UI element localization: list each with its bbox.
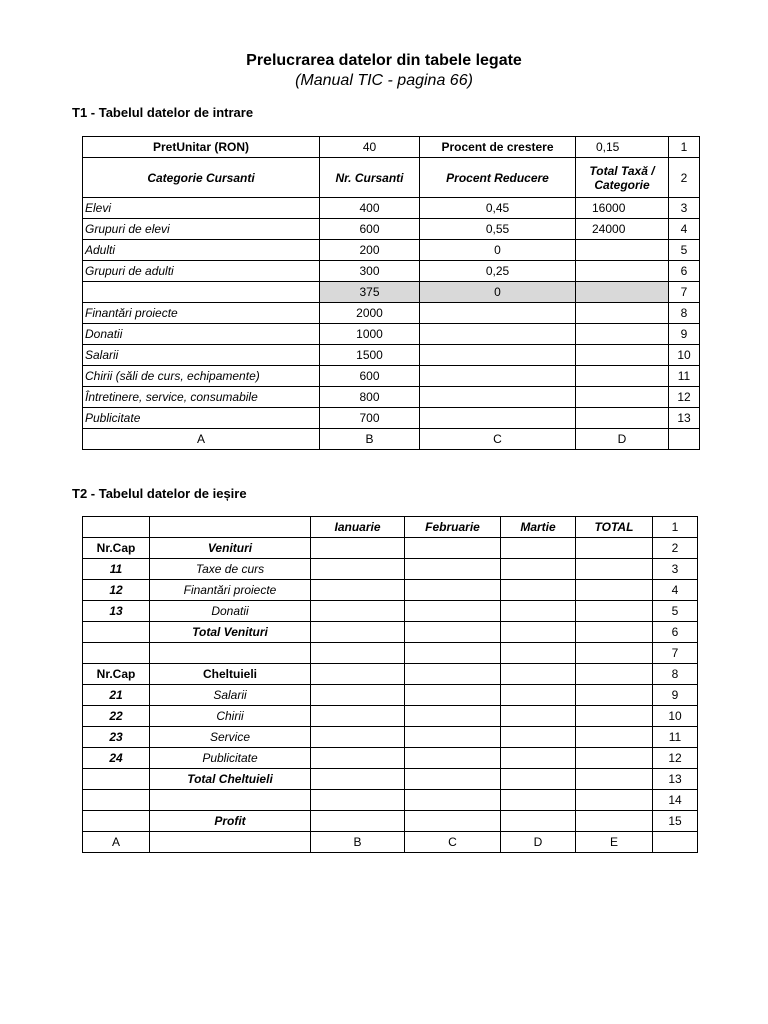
table-row xyxy=(83,282,700,303)
cell-label[interactable]: Donatii xyxy=(150,601,311,622)
cell-februarie[interactable] xyxy=(405,664,501,685)
cell-februarie[interactable] xyxy=(405,811,501,832)
table-row xyxy=(83,538,698,559)
column-header-ianuarie[interactable]: Ianuarie xyxy=(311,517,405,538)
cell-section-label[interactable]: Venituri xyxy=(150,538,311,559)
cell-total[interactable] xyxy=(576,706,653,727)
cell-categorie[interactable]: Salarii xyxy=(83,345,320,366)
column-letter-a: A xyxy=(83,832,150,853)
t1-heading: T1 - Tabelul datelor de intrare xyxy=(72,105,254,120)
row-number: 6 xyxy=(669,261,700,282)
cell-procent-reducere[interactable]: 0,45 xyxy=(420,198,576,219)
row-number: 3 xyxy=(669,198,700,219)
cell-total-taxa[interactable]: 24000 xyxy=(576,219,669,240)
row-number: 2 xyxy=(669,158,700,198)
row-number: 7 xyxy=(669,282,700,303)
cell-procent-reducere[interactable]: 0,25 xyxy=(420,261,576,282)
table-row xyxy=(83,324,700,345)
cell-nr-cursanti[interactable]: 200 xyxy=(320,240,420,261)
table-row xyxy=(83,622,698,643)
cell-martie[interactable] xyxy=(501,748,576,769)
column-header-procent-reducere[interactable]: Procent Reducere xyxy=(420,158,576,198)
column-header-total[interactable]: TOTAL xyxy=(576,517,653,538)
row-number: 1 xyxy=(669,137,700,158)
cell-nr-cap[interactable]: 13 xyxy=(83,601,150,622)
table-row xyxy=(83,811,698,832)
table-row xyxy=(83,240,700,261)
column-header-categorie[interactable]: Categorie Cursanti xyxy=(83,158,320,198)
table-row xyxy=(83,727,698,748)
row-number: 5 xyxy=(653,601,698,622)
cell-total-taxa[interactable] xyxy=(576,240,669,261)
cell-februarie[interactable] xyxy=(405,790,501,811)
cell-label[interactable]: Taxe de curs xyxy=(150,559,311,580)
cell-februarie[interactable] xyxy=(405,706,501,727)
cell-total[interactable] xyxy=(576,727,653,748)
table-row xyxy=(83,158,700,198)
cell-label[interactable]: Salarii xyxy=(150,685,311,706)
cell-nr-cursanti[interactable]: 600 xyxy=(320,219,420,240)
cell-procent-reducere[interactable]: 0 xyxy=(420,240,576,261)
cell-martie[interactable] xyxy=(501,559,576,580)
cell-label[interactable]: Service xyxy=(150,727,311,748)
row-number: 4 xyxy=(669,219,700,240)
cell-label[interactable]: Chirii xyxy=(150,706,311,727)
cell-total[interactable] xyxy=(576,769,653,790)
cell-procent-reducere[interactable] xyxy=(420,345,576,366)
cell-ianuarie[interactable] xyxy=(311,811,405,832)
column-header-total-taxa[interactable]: Total Taxă / Categorie xyxy=(576,158,669,198)
cell-nr-cap[interactable]: Nr.Cap xyxy=(83,664,150,685)
cell-nr-cursanti[interactable]: 800 xyxy=(320,387,420,408)
cell-nr-cap[interactable]: Nr.Cap xyxy=(83,538,150,559)
table-row xyxy=(83,664,698,685)
cell-ianuarie[interactable] xyxy=(311,748,405,769)
cell-februarie[interactable] xyxy=(405,643,501,664)
cell-martie[interactable] xyxy=(501,580,576,601)
cell-februarie[interactable] xyxy=(405,601,501,622)
cell-total-taxa[interactable] xyxy=(576,387,669,408)
cell-total-label[interactable]: Total Cheltuieli xyxy=(150,769,311,790)
table-row xyxy=(83,559,698,580)
cell-nr-cap[interactable]: 11 xyxy=(83,559,150,580)
table-row xyxy=(83,387,700,408)
column-letter-blank xyxy=(150,832,311,853)
cell-total-taxa[interactable] xyxy=(576,345,669,366)
cell-procent-label[interactable]: Procent de crestere xyxy=(420,137,576,158)
cell-martie[interactable] xyxy=(501,664,576,685)
cell-nr-cap[interactable]: 22 xyxy=(83,706,150,727)
cell-procent-reducere[interactable]: 0,55 xyxy=(420,219,576,240)
cell-februarie[interactable] xyxy=(405,538,501,559)
row-number: 3 xyxy=(653,559,698,580)
cell-total-taxa[interactable] xyxy=(576,303,669,324)
cell-martie[interactable] xyxy=(501,643,576,664)
cell-pret-value[interactable]: 40 xyxy=(320,137,420,158)
cell-nr-cap[interactable] xyxy=(83,622,150,643)
cell-nr-cap[interactable]: 23 xyxy=(83,727,150,748)
row-number: 6 xyxy=(653,622,698,643)
cell-martie[interactable] xyxy=(501,769,576,790)
table-row xyxy=(83,517,698,538)
cell-martie[interactable] xyxy=(501,685,576,706)
column-letter-b: B xyxy=(311,832,405,853)
table-row xyxy=(83,303,700,324)
row-number: 13 xyxy=(653,769,698,790)
cell-categorie[interactable]: Grupuri de elevi xyxy=(83,219,320,240)
cell-februarie[interactable] xyxy=(405,685,501,706)
cell-total[interactable] xyxy=(576,559,653,580)
row-number: 13 xyxy=(669,408,700,429)
cell-categorie[interactable]: Adulti xyxy=(83,240,320,261)
row-number: 8 xyxy=(653,664,698,685)
cell-categorie[interactable]: Chirii (săli de curs, echipamente) xyxy=(83,366,320,387)
cell-nr-cursanti[interactable]: 375 xyxy=(320,282,420,303)
row-number: 14 xyxy=(653,790,698,811)
page-title: Prelucrarea datelor din tabele legate xyxy=(246,52,522,69)
cell-nr-cursanti[interactable]: 600 xyxy=(320,366,420,387)
cell-procent-reducere[interactable] xyxy=(420,303,576,324)
table-row xyxy=(83,601,698,622)
cell-categorie[interactable]: Donatii xyxy=(83,324,320,345)
cell-nr-cursanti[interactable]: 1000 xyxy=(320,324,420,345)
column-letter-e: E xyxy=(576,832,653,853)
cell-ianuarie[interactable] xyxy=(311,727,405,748)
table-row xyxy=(83,832,698,853)
column-header-februarie[interactable]: Februarie xyxy=(405,517,501,538)
cell-procent-reducere[interactable] xyxy=(420,408,576,429)
table-row xyxy=(83,198,700,219)
t2-heading: T2 - Tabelul datelor de ieșire xyxy=(72,486,247,501)
cell-pret-label[interactable]: PretUnitar (RON) xyxy=(83,137,320,158)
row-number: 12 xyxy=(669,387,700,408)
cell-nr-cap[interactable] xyxy=(83,643,150,664)
cell-total-taxa[interactable] xyxy=(576,366,669,387)
t2-output-table xyxy=(82,516,698,853)
cell-nr-cap[interactable]: 24 xyxy=(83,748,150,769)
cell-nr-cap[interactable] xyxy=(83,769,150,790)
cell-label[interactable]: Publicitate xyxy=(150,748,311,769)
row-number: 9 xyxy=(669,324,700,345)
cell-total[interactable] xyxy=(576,790,653,811)
table-row xyxy=(83,366,700,387)
row-number: 4 xyxy=(653,580,698,601)
row-number: 11 xyxy=(669,366,700,387)
cell-februarie[interactable] xyxy=(405,559,501,580)
cell-ianuarie[interactable] xyxy=(311,622,405,643)
cell-ianuarie[interactable] xyxy=(311,769,405,790)
row-number: 9 xyxy=(653,685,698,706)
cell-nr-cursanti[interactable]: 300 xyxy=(320,261,420,282)
cell-februarie[interactable] xyxy=(405,769,501,790)
cell-ianuarie[interactable] xyxy=(311,580,405,601)
cell-categorie[interactable]: Publicitate xyxy=(83,408,320,429)
column-letter-d: D xyxy=(501,832,576,853)
column-header-nr-cursanti[interactable]: Nr. Cursanti xyxy=(320,158,420,198)
t1-input-table xyxy=(82,136,700,450)
cell-total[interactable] xyxy=(576,622,653,643)
cell-nr-cursanti[interactable]: 700 xyxy=(320,408,420,429)
cell-section-label[interactable]: Cheltuieli xyxy=(150,664,311,685)
cell-ianuarie[interactable] xyxy=(311,706,405,727)
table-row xyxy=(83,137,700,158)
cell-ianuarie[interactable] xyxy=(311,790,405,811)
row-number xyxy=(669,429,700,450)
table-row xyxy=(83,643,698,664)
cell-martie[interactable] xyxy=(501,622,576,643)
row-number xyxy=(653,832,698,853)
column-letter-c: C xyxy=(405,832,501,853)
column-letter-c: C xyxy=(420,429,576,450)
cell-ianuarie[interactable] xyxy=(311,685,405,706)
cell-martie[interactable] xyxy=(501,811,576,832)
cell-martie[interactable] xyxy=(501,538,576,559)
cell-categorie[interactable]: Elevi xyxy=(83,198,320,219)
table-row xyxy=(83,769,698,790)
cell-nr-cursanti[interactable]: 2000 xyxy=(320,303,420,324)
row-number: 12 xyxy=(653,748,698,769)
row-number: 5 xyxy=(669,240,700,261)
column-header-martie[interactable]: Martie xyxy=(501,517,576,538)
row-number: 10 xyxy=(669,345,700,366)
table-row xyxy=(83,580,698,601)
cell-label[interactable] xyxy=(150,643,311,664)
cell-procent-reducere[interactable] xyxy=(420,387,576,408)
page-subtitle: (Manual TIC - pagina 66) xyxy=(295,72,473,89)
cell-februarie[interactable] xyxy=(405,580,501,601)
cell-total-taxa[interactable] xyxy=(576,261,669,282)
table-row xyxy=(83,261,700,282)
table-row xyxy=(83,219,700,240)
cell-ianuarie[interactable] xyxy=(311,538,405,559)
row-number: 8 xyxy=(669,303,700,324)
table-row xyxy=(83,748,698,769)
cell-ianuarie[interactable] xyxy=(311,664,405,685)
cell-ianuarie[interactable] xyxy=(311,601,405,622)
cell-martie[interactable] xyxy=(501,601,576,622)
cell-total[interactable] xyxy=(576,643,653,664)
column-letter-a: A xyxy=(83,429,320,450)
table-row xyxy=(83,429,700,450)
cell-nr-cursanti[interactable]: 400 xyxy=(320,198,420,219)
column-letter-d: D xyxy=(576,429,669,450)
cell-ianuarie[interactable] xyxy=(311,643,405,664)
cell-total[interactable] xyxy=(576,580,653,601)
row-number: 2 xyxy=(653,538,698,559)
cell-b[interactable] xyxy=(150,517,311,538)
table-row xyxy=(83,408,700,429)
cell-total-label[interactable]: Total Venituri xyxy=(150,622,311,643)
cell-nr-cursanti[interactable]: 1500 xyxy=(320,345,420,366)
cell-total-taxa[interactable] xyxy=(576,282,669,303)
cell-procent-reducere[interactable]: 0 xyxy=(420,282,576,303)
cell-total-taxa[interactable] xyxy=(576,324,669,345)
table-row xyxy=(83,706,698,727)
cell-martie[interactable] xyxy=(501,790,576,811)
cell-total[interactable] xyxy=(576,538,653,559)
cell-total[interactable] xyxy=(576,685,653,706)
cell-nr-cap[interactable]: 12 xyxy=(83,580,150,601)
row-number: 11 xyxy=(653,727,698,748)
row-number: 10 xyxy=(653,706,698,727)
cell-categorie[interactable]: Întretinere, service, consumabile xyxy=(83,387,320,408)
cell-ianuarie[interactable] xyxy=(311,559,405,580)
cell-categorie[interactable]: Grupuri de adulti xyxy=(83,261,320,282)
cell-total[interactable] xyxy=(576,601,653,622)
cell-nr-cap[interactable]: 21 xyxy=(83,685,150,706)
column-letter-b: B xyxy=(320,429,420,450)
cell-a[interactable] xyxy=(83,517,150,538)
cell-categorie[interactable]: Finantări proiecte xyxy=(83,303,320,324)
cell-total-taxa[interactable] xyxy=(576,408,669,429)
cell-procent-reducere[interactable] xyxy=(420,366,576,387)
row-number: 15 xyxy=(653,811,698,832)
row-number: 7 xyxy=(653,643,698,664)
cell-februarie[interactable] xyxy=(405,622,501,643)
row-number: 1 xyxy=(653,517,698,538)
cell-total[interactable] xyxy=(576,664,653,685)
cell-martie[interactable] xyxy=(501,727,576,748)
table-row xyxy=(83,685,698,706)
cell-februarie[interactable] xyxy=(405,748,501,769)
cell-februarie[interactable] xyxy=(405,727,501,748)
cell-procent-reducere[interactable] xyxy=(420,324,576,345)
cell-nr-cap[interactable] xyxy=(83,811,150,832)
cell-label[interactable] xyxy=(150,790,311,811)
cell-procent-value[interactable]: 0,15 xyxy=(576,137,669,158)
cell-categorie[interactable] xyxy=(83,282,320,303)
cell-profit-label[interactable]: Profit xyxy=(150,811,311,832)
cell-nr-cap[interactable] xyxy=(83,790,150,811)
cell-label[interactable]: Finantări proiecte xyxy=(150,580,311,601)
table-row xyxy=(83,345,700,366)
table-row xyxy=(83,790,698,811)
cell-total[interactable] xyxy=(576,811,653,832)
cell-martie[interactable] xyxy=(501,706,576,727)
cell-total[interactable] xyxy=(576,748,653,769)
cell-total-taxa[interactable]: 16000 xyxy=(576,198,669,219)
